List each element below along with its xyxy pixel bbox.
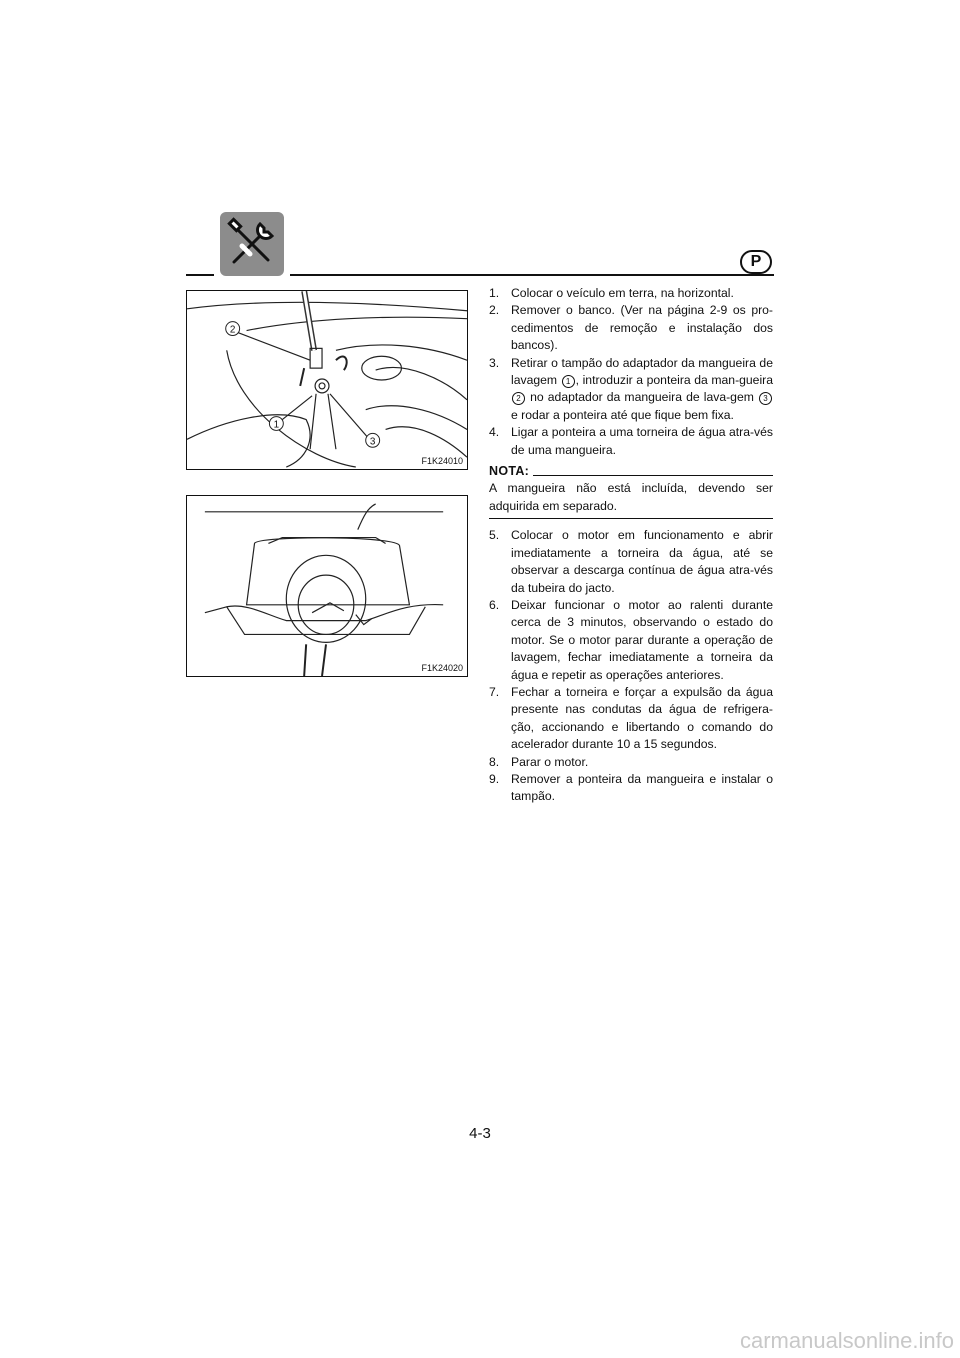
figure-hose-adapter [186,290,468,470]
callout-1: 1 [273,419,280,431]
figure-code: F1K24020 [421,663,463,673]
list-item: 6. Deixar funcionar o motor ao ralenti durante cerca de 3 minutos, observando o estado do motor. Se o motor parar durante a operação de lavagem, fechar imediatamente a torneira da água e repetir as operações anteriores. [489,597,773,682]
note-title: NOTA: [489,464,530,479]
instructions-column [489,285,773,806]
list-item: 8. Parar o motor. [489,754,589,769]
note-rule [533,475,773,476]
callout-ref-3: 3 [759,392,772,405]
list-item: 3. Retirar o tampão do adaptador da mangueira de lavagem 1 , introduzir a ponteira da man-gueira 2 no adaptador da mangueira de lava-gem 3 e rodar a ponteira até que fique bem fixa. [489,355,774,422]
callout-ref-1: 1 [562,375,575,388]
list-item: 9. Remover a ponteira da mangueira e instalar o tampão. [489,771,773,804]
list-item: 7. Fechar a torneira e forçar a expulsão da água presente nas condutas da água de refrigera-ção, accionando e libertando o comando do acelerador durante 10 a 15 segundos. [489,684,773,752]
steps-list-b [489,527,773,806]
language-badge: P [740,250,772,274]
list-item: 4. Ligar a ponteira a uma torneira de água atra-vés de uma mangueira. [489,425,773,457]
header-rule [186,274,214,276]
list-item: 2. Remover o banco. (Ver na página 2-9 os pro-cedimentos de remoção e instalação dos bancos). [489,303,773,353]
page-number: 4-3 [469,1125,491,1142]
callout-ref-2: 2 [512,392,525,405]
note-body: A mangueira não está incluída, devendo ser adquirida em separado. [489,480,773,519]
steps-list-a [489,285,773,459]
callout-3: 3 [369,436,376,448]
note-box [489,463,773,519]
header-rule [290,274,774,276]
figure-code: F1K24010 [421,456,463,466]
figure-jet-nozzle [186,495,468,677]
list-item: 5. Colocar o motor em funcionamento e abrir imediatamente a torneira da água, até se observar a descarga contínua de água atra-vés da tubeira do jacto. [489,528,773,595]
callout-2: 2 [229,324,236,336]
watermark: carmanualsonline.info [739,1328,954,1353]
tools-icon [220,212,284,276]
list-item: 1. Colocar o veículo em terra, na horizontal. [489,286,734,300]
